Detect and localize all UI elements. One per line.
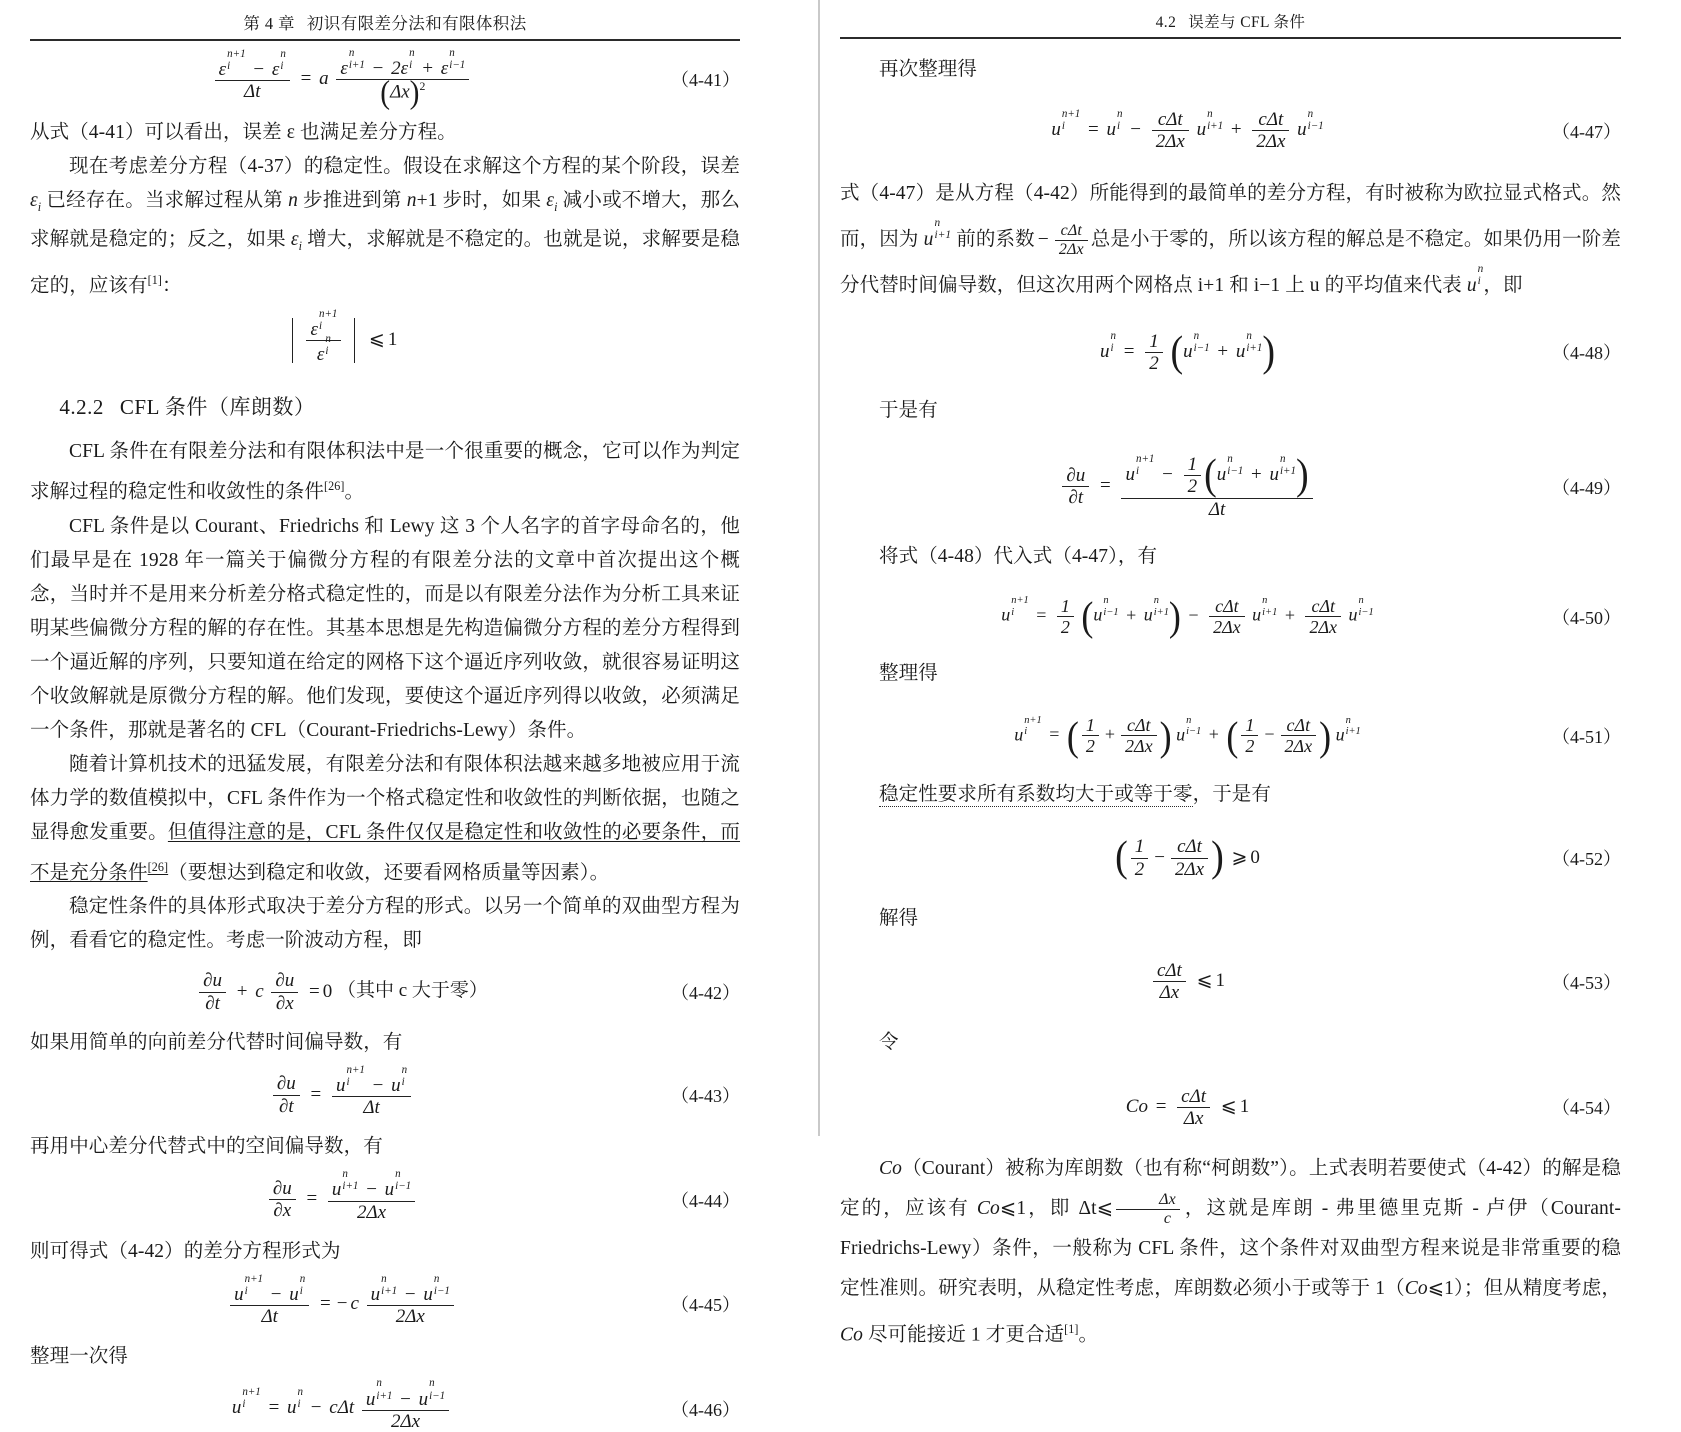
section-heading-4-2-2 xyxy=(30,391,740,421)
equation-4-47 xyxy=(840,109,1621,153)
equation-stability xyxy=(30,307,740,366)
right-paragraph-5: 整理得 xyxy=(879,663,938,685)
section-title: CFL 条件（库朗数） xyxy=(119,395,316,420)
equation-4-52 xyxy=(840,833,1621,882)
left-paragraph-3: CFL 条件在有限差分法和有限体积法中是一个很重要的概念，它可以作为判定求解过程的稳定性和收敛性的条件[26]。 xyxy=(30,441,740,503)
right-paragraph-3: 于是有 xyxy=(879,400,938,422)
equation-4-51-tag: （4-51） xyxy=(1552,726,1621,747)
equation-4-49 xyxy=(840,450,1621,520)
left-paragraph-10: 整理一次得 xyxy=(30,1345,129,1367)
equation-4-51-body: u n+1 i = ( $\frac{1}{2}$ + $\frac{\text{cΔt}}{2\Delta x}$ ) u n i−1 + ( $\frac{1}{2}$ − $\frac{\text{cΔt}}{2\Delta x}$ ) u n i+1 xyxy=(1014,712,1361,759)
left-paragraph-7: 如果用简单的向前差分代替时间偏导数，有 xyxy=(30,1031,403,1053)
equation-4-51 xyxy=(840,712,1621,759)
left-running-head xyxy=(30,10,740,39)
equation-4-46-tag: （4-46） xyxy=(671,1399,740,1420)
right-page xyxy=(790,0,1681,1346)
right-running-head-title: 误差与 CFL 条件 xyxy=(1188,14,1306,31)
right-paragraph-2-part-d: ，即 xyxy=(1483,274,1523,296)
equation-4-41-tag: （4-41） xyxy=(671,70,740,91)
courant-symbol-1: Co xyxy=(879,1158,902,1180)
equation-4-45 xyxy=(30,1272,740,1328)
right-paragraph-9-superscript: [1] xyxy=(1064,1322,1079,1337)
right-paragraph-9-part-d: ⩽1）；但从精度考虑， xyxy=(1427,1278,1621,1300)
left-paragraph-5-tail: （要想达到稳定和收敛，还要看网格质量等因素）。 xyxy=(168,862,610,884)
left-paragraph-8: 再用中心差分代替式中的空间偏导数，有 xyxy=(30,1136,383,1158)
equation-4-50 xyxy=(840,593,1621,640)
equation-4-48 xyxy=(840,327,1621,376)
equation-4-47-tag: （4-47） xyxy=(1552,121,1621,142)
equation-4-54-tag: （4-54） xyxy=(1552,1098,1621,1119)
section-number: 4.2.2 xyxy=(59,395,104,420)
equation-4-42-body: $\frac{\partial u}{\partial t}$ + c $\frac{\partial u}{\partial x}$ = 0 （其中 c 大于零） xyxy=(30,970,654,1014)
right-paragraph-6-rest: ，于是有 xyxy=(1192,784,1272,806)
equation-4-54-body: Co = $\frac{\text{cΔt}}{\Delta x}$ ⩽ 1 xyxy=(1125,1085,1250,1129)
right-paragraph-2-part-a: 式（4-47）是从方程（4-42）所能得到的最简单的差分方程，有时被称为欧拉显式格式。然而，因为 xyxy=(840,182,1621,250)
courant-symbol-2: Co xyxy=(976,1198,1000,1220)
equation-4-53-tag: （4-53） xyxy=(1552,972,1621,993)
equation-4-49-tag: （4-49） xyxy=(1552,477,1621,498)
equation-4-53 xyxy=(840,960,1621,1004)
equation-4-50-body: u n+1 i = $\frac{1}{2}$ (u n i−1 + u n i+1 ) − $\frac{\text{cΔt}}{2\Delta x}$ u n i+1 + $\frac{\text{cΔt}}{2\Delta x}$ u n i−1 xyxy=(1001,593,1374,640)
equation-4-44-tag: （4-44） xyxy=(671,1190,740,1211)
equation-4-42-tag: （4-42） xyxy=(671,983,740,1004)
equation-4-46-body: u n+1 i = u n i − cΔt u n i+1 − u n i−1 2Δx xyxy=(30,1386,654,1432)
left-running-head-chapter: 第 4 章 xyxy=(243,14,295,33)
right-paragraph-9-part-e: 尽可能接近 1 才更合适 xyxy=(862,1324,1065,1346)
courant-symbol-4: Co xyxy=(840,1324,863,1346)
equation-4-45-tag: （4-45） xyxy=(671,1295,740,1316)
courant-symbol-3: Co xyxy=(1404,1278,1428,1300)
left-header-rule xyxy=(30,39,740,41)
equation-4-54 xyxy=(840,1086,1621,1130)
equation-4-42 xyxy=(30,970,740,1014)
right-running-head xyxy=(840,10,1621,37)
equation-4-52-body: ( $\frac{1}{2}$ − $\frac{\text{cΔt}}{2\Delta x}$ ) ⩾ 0 xyxy=(1115,833,1260,882)
right-paragraph-6 xyxy=(840,778,1621,812)
equation-4-44 xyxy=(30,1168,740,1223)
left-paragraph-6: 稳定性条件的具体形式取决于差分方程的形式。以另一个简单的双曲型方程为例，看看它的稳定性。考虑一阶波动方程，即 xyxy=(30,896,740,952)
right-paragraph-1: 再次整理得 xyxy=(879,59,978,80)
right-paragraph-9-part-c: ，这就是库朗 - 弗里德里克斯 - 卢伊（Courant-Friedrichs-Lewy）条件，一般称为 CFL 条件，这个条件对双曲型方程来说是非常重要的稳定性准则。研究表明，从稳定性考虑，库朗数必须小于或等于 1（ xyxy=(840,1198,1622,1300)
equation-4-52-tag: （4-52） xyxy=(1552,849,1621,870)
right-paragraph-7: 解得 xyxy=(879,908,919,930)
equation-4-48-body: u n i = $\frac{1}{2}$ (u n i−1 + u n i+1 ) xyxy=(1099,327,1276,376)
equation-4-48-tag: （4-48） xyxy=(1552,343,1621,364)
equation-4-49-body: $\frac{\partial u}{\partial t}$ = u n+1 i − $\frac{1}{2}$ (u n i−1 + u n i+1 ) Δt xyxy=(840,454,1535,520)
equation-4-47-body: u n+1 i = u n i − $\frac{\text{cΔt}}{2\Delta x}$ u n i+1 + $\frac{\text{cΔt}}{2\Delta x}$ u n i−1 xyxy=(1051,107,1324,153)
equation-4-43 xyxy=(30,1063,740,1119)
left-paragraph-5-head: 随着计算机技术的迅猛发展，有限差分法和有限体积法越来越多地被应用于流体力学的数值模拟中，CFL 条件作为一个格式稳定性和收敛性的判断依据，也随之显得愈发重要。 xyxy=(30,753,740,843)
right-paragraph-2: 式（4-47）是从方程（4-42）所能得到的最简单的差分方程，有时被称为欧拉显式格式。然而，因为 u n i+1 前的系数 − $\frac{\text{cΔt}}{2\Delta x}$ 总是小于零的，所以该方程的解总是不稳定。如果仍用一阶差分代替时间偏导数，但这次用两个网格点 i+1 和 i−1 上 u 的平均值来代表 u n i ，即 xyxy=(840,182,1621,296)
equation-4-46 xyxy=(30,1377,740,1432)
right-paragraph-2-part-b: 前的系数 xyxy=(951,228,1035,250)
right-paragraph-9: Co（Courant）被称为库朗数（也有称“柯朗数”）。上式表明若要使式（4-42）的解是稳定的，应该有 Co⩽1，即 Δt⩽ $\frac{\Delta x}{c}$ ，这就是库朗 - 弗里德里克斯 - 卢伊（Courant-Friedrichs-Lewy）条件，一般称为 CFL 条件，这个条件对双曲型方程来说是非常重要的稳定性准则。研究表明，从稳定性考虑，库朗数必须小于或等于 1（Co⩽1）；但从精度考虑，Co 尽可能接近 1 才更合适[1]。 xyxy=(840,1158,1622,1346)
right-header-rule xyxy=(840,37,1621,39)
left-paragraph-5-superscript: [26] xyxy=(147,859,169,874)
right-paragraph-8: 令 xyxy=(879,1031,899,1053)
left-page xyxy=(0,0,790,1432)
left-paragraph-5 xyxy=(30,748,740,891)
right-paragraph-9-part-b: ⩽1，即 Δt⩽ xyxy=(999,1198,1114,1220)
right-paragraph-6-underlined: 稳定性要求所有系数均大于或等于零 xyxy=(879,784,1193,806)
equation-4-53-body: $\frac{\text{cΔt}}{\Delta x}$ ⩽ 1 xyxy=(840,960,1535,1004)
right-running-head-section: 4.2 xyxy=(1155,14,1177,31)
right-paragraph-4: 将式（4-48）代入式（4-47），有 xyxy=(879,545,1158,567)
left-paragraph-9: 则可得式（4-42）的差分方程形式为 xyxy=(30,1241,341,1263)
equation-4-45-body: u n+1 i − u n i Δt = − c u n i+1 − u n i−1 2Δx xyxy=(30,1281,654,1328)
equation-stability-body: ε n+1 i ε n i ⩽ 1 xyxy=(30,316,654,366)
left-paragraph-4: CFL 条件是以 Courant、Friedrichs 和 Lewy 这 3 个人名字的首字母命名的，他们最早是在 1928 年一篇关于偏微分方程的有限差分法的文章中首次提出这个概念，当时并不是用来分析差分格式稳定性的，而是以有限差分法作为分析工具来证明某些偏微分方程的解的存在性。其基本思想是先构造偏微分方程的差分方程得到一个逼近解的序列，只要知道在给定的网格下这个逼近序列收敛，就很容易证明这个收敛解就是原微分方程的解。他们发现，要使这个逼近序列得以收敛，必须满足一个条件，那就是著名的 CFL（Courant-Friedrichs-Lewy）条件。 xyxy=(30,515,740,741)
right-paragraph-9-part-f: 。 xyxy=(1078,1324,1099,1346)
left-running-head-title: 初识有限差分法和有限体积法 xyxy=(306,14,527,33)
left-paragraph-1: 从式（4-41）可以看出，误差 ε 也满足差分方程。 xyxy=(30,121,457,143)
equation-4-50-tag: （4-50） xyxy=(1552,607,1621,628)
equation-4-41 xyxy=(30,46,740,111)
equation-4-43-body: $\frac{\partial u}{\partial t}$ = u n+1 i − u n i Δt xyxy=(30,1072,654,1119)
left-paragraph-2: 现在考虑差分方程（4-37）的稳定性。假设在求解这个方程的某个阶段，误差 $\varepsilon_i$ 已经存在。当求解过程从第 n 步推进到第 n+1 步时，如果 $\varepsilon_i$ 减小或不增大，那么求解就是稳定的；反之，如果 $\varepsilon_i$ 增大，求解就是不稳定的。也就是说，求解要是稳定的，应该有[1]： xyxy=(30,155,740,297)
right-paragraph-9-part-a: （Courant）被称为库朗数（也有称“柯朗数”）。上式表明若要使式（4-42）的解是稳定的，应该有 xyxy=(840,1158,1621,1220)
left-paragraph-5-underlined: 但值得注意的是，CFL 条件仅仅是稳定性和收敛性的必要条件，而不是充分条件 xyxy=(30,821,741,884)
equation-4-43-tag: （4-43） xyxy=(671,1086,740,1107)
equation-4-41-body: ε n+1 i − ε n i Δt = a ε n i+1 − 2ε n i + ε n i−1 $(\Delta x)^2$ xyxy=(30,55,654,104)
equation-4-44-body: $\frac{\partial u}{\partial x}$ = u n i+1 − u n i−1 2Δx xyxy=(30,1176,654,1223)
equation-4-42-note: （其中 c 大于零） xyxy=(336,980,488,1002)
right-paragraph-2-part-c: 总是小于零的，所以该方程的解总是不稳定。如果仍用一阶差分代替时间偏导数，但这次用两个网格点 i+1 和 i−1 上 u 的平均值来代表 xyxy=(840,228,1621,296)
